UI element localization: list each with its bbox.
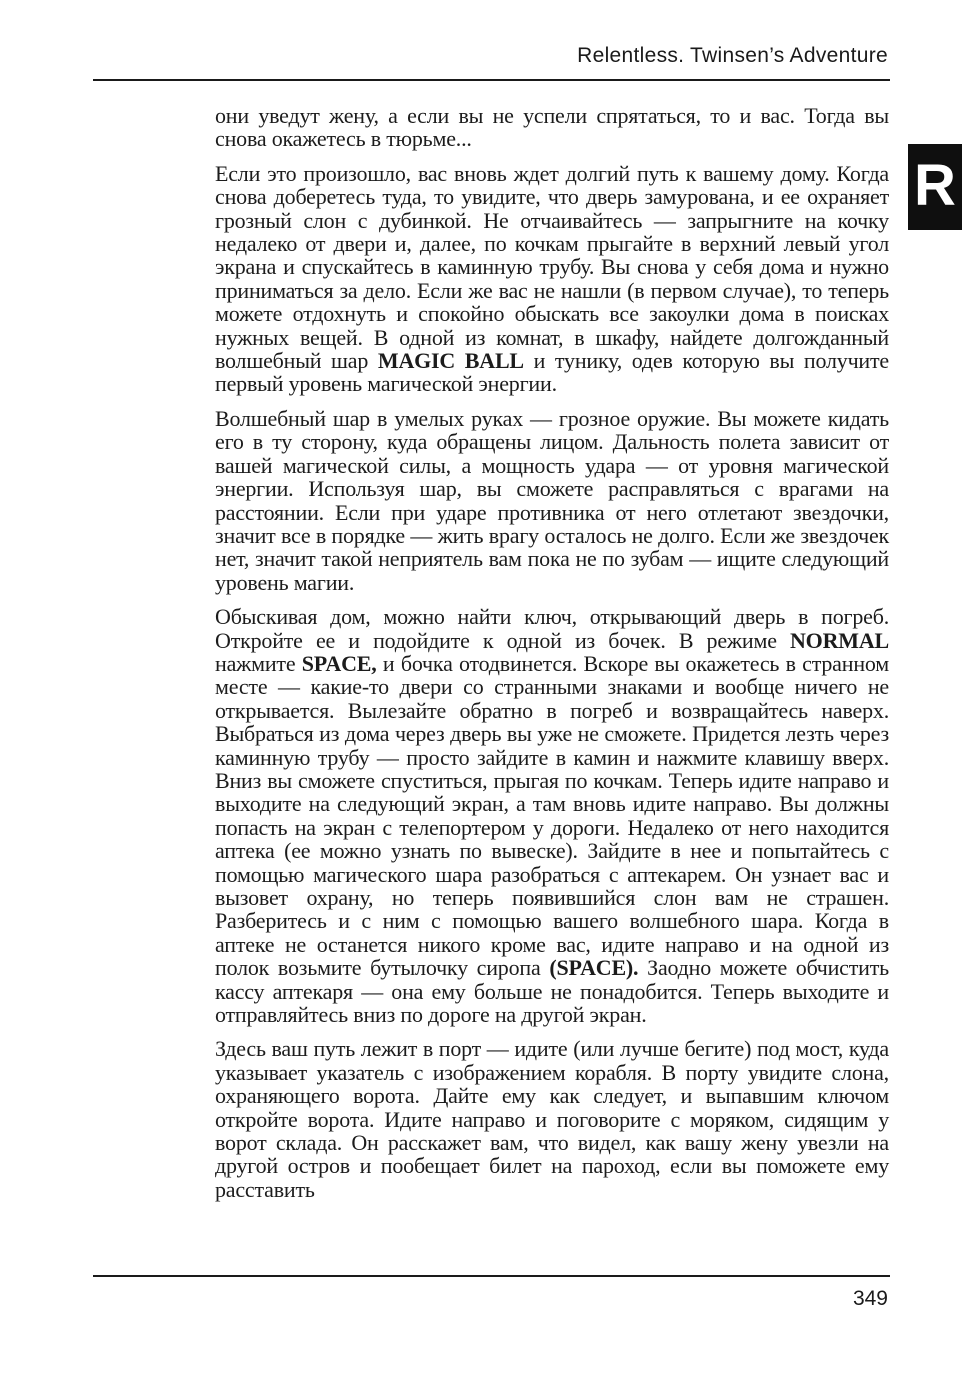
- text-run: Здесь ваш путь лежит в порт — идите (или лучше бегите) под мост, куда указывает указатель с изображением корабля. В порту увидите слона, охраняющего ворота. Дайте ему как следует, и выпавшим ключом откройте ворота. Идите направо и поговорите с моряком, сидящим у ворот склада. Он расскажет вам, что видел, как вашу жену увезли на другой остров и пообещает билет на пароход, если вы поможете ему расставить: [215, 1036, 889, 1202]
- paragraph: [215, 162, 889, 396]
- paragraph: [215, 104, 889, 151]
- letter-tab-label: R: [914, 153, 956, 218]
- paragraph: [215, 407, 889, 594]
- page-number: 349: [852, 1287, 888, 1310]
- paragraph: [215, 1037, 889, 1201]
- text-run-bold: NORMAL: [789, 627, 889, 653]
- text-run: Волшебный шар в умелых руках — грозное оружие. Вы можете кидать его в ту сторону, куда обращены лицом. Дальность полета зависит от вашей магической силы, а мощность удара — от уровня магической энергии. Используя шар, вы сможете расправляться с врагами на расстоянии. Если при ударе противника от него отлетают звездочки, значит все в порядке — жить врагу осталось не долго. Если же звездочек нет, значит такой неприятель вам пока не по зубам — ищите следующий уровень магии.: [215, 405, 889, 595]
- text-run: Обыскивая дом, можно найти ключ, открывающий дверь в погреб. Откройте ее и подойдите к одной из бочек. В режиме: [215, 604, 889, 653]
- text-run: Заодно можете обчистить кассу аптекаря — она ему больше не понадобится. Теперь выходите и отправляйтесь вниз по дороге на другой экран.: [215, 955, 889, 1028]
- page-header-title: Relentless. Twinsen’s Adventure: [577, 44, 888, 67]
- footer-rule: [93, 1275, 890, 1277]
- text-run-bold: SPACE,: [301, 650, 377, 676]
- paragraph: [215, 605, 889, 1026]
- text-run-bold: (SPACE).: [549, 955, 639, 981]
- text-run: и тунику, одев которую вы получите первый уровень магической энергии.: [215, 348, 889, 397]
- letter-index-tab: [908, 144, 962, 230]
- text-run: Если это произошло, вас вновь ждет долгий путь к вашему дому. Когда снова доберетесь туда, то увидите, что дверь замурована, и ее охраняет грозный слон с дубинкой. Не отчаивайтесь — запрыгните на кочку недалеко от двери и, далее, по кочкам прыгайте в верхний левый угол экрана и спускайтесь в каминную трубу. Вы снова у себя дома и нужно приниматься за дело. Если же вас не нашли (в первом случае), то теперь можете отдохнуть и спокойно обыскать все закоулки дома в поисках нужных вещей. В одной из комнат, в шкафу, найдете долгожданный волшебный шар: [215, 160, 889, 374]
- header-rule: [93, 79, 890, 81]
- text-run: они уведут жену, а если вы не успели спрятаться, то и вас. Тогда вы снова окажетесь в тюрьме...: [215, 103, 889, 152]
- text-run: нажмите: [215, 650, 302, 676]
- text-run: и бочка отодвинется. Вскоре вы окажетесь в странном месте — какие-то двери со странными знаками и вообще ничего не открывается. Вылезайте обратно в погреб и возвращайтесь наверх. Выбраться из дома через дверь вы уже не сможете. Придется лезть через каминную трубу — просто зайдите в камин и нажмите клавишу вверх. Вниз вы сможете спуститься, прыгая по кочкам. Теперь идите направо и выходите на следующий экран, а там вновь идите направо. Вы должны попасть на экран с телепортером у дороги. Недалеко от него находится аптека (ее можно узнать по вывеске). Зайдите в нее и попытайтесь с помощью магического шара разобраться с аптекарем. Он узнает вас и вызовет охрану, но теперь появившийся слон вам не страшен. Разберитесь и с ним с помощью вашего волшебного шара. Когда в аптеке не останется никого кроме вас, идите направо и на одной из полок возьмите бутылочку сиропа: [215, 650, 889, 981]
- body-text: [215, 104, 889, 1201]
- text-run-bold: MAGIC BALL: [377, 348, 524, 374]
